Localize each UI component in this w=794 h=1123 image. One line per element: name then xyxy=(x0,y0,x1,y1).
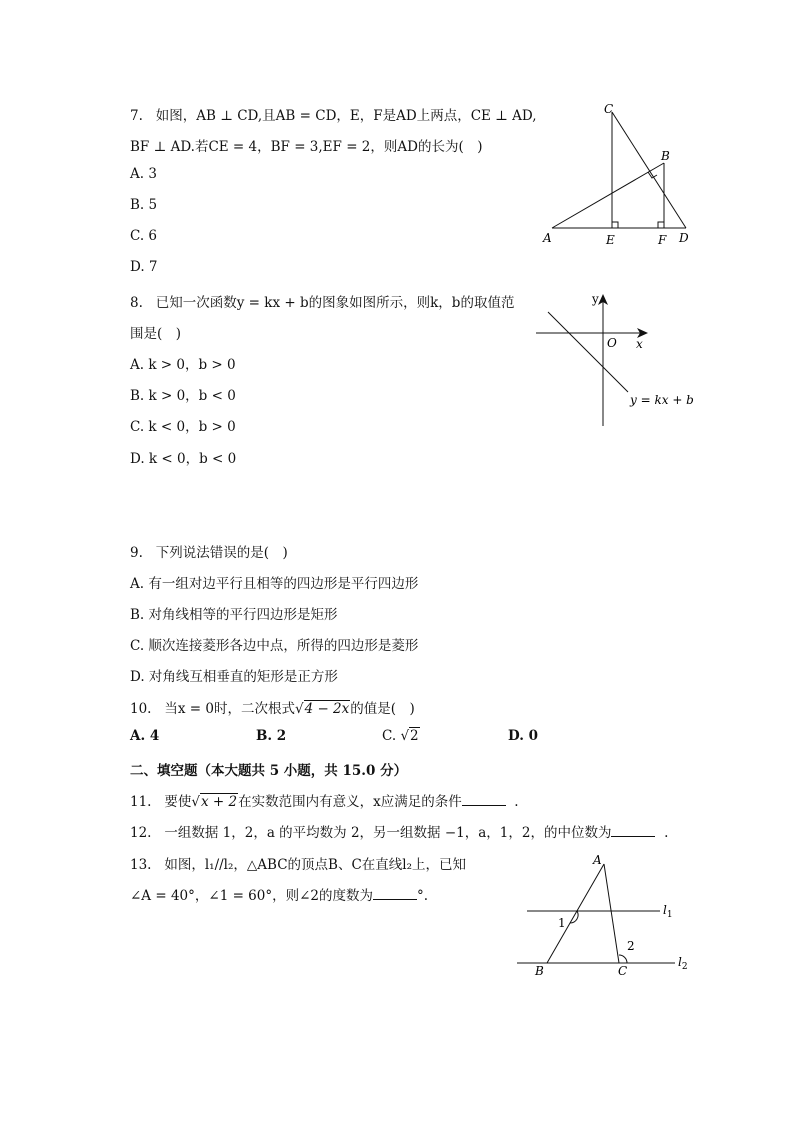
sqrt-sign: √ xyxy=(191,794,200,810)
label-2: 2 xyxy=(627,939,635,953)
label-l2: $l_2$ xyxy=(678,955,688,972)
q8-option-a: A. k > 0，b > 0 xyxy=(130,357,236,373)
q10-option-b: B. 2 xyxy=(256,728,287,744)
q10-option-a: A. 4 xyxy=(130,728,160,744)
q13-line2 xyxy=(130,884,428,904)
segment-ab xyxy=(547,864,604,963)
q9-stem xyxy=(130,541,288,561)
q7-figure xyxy=(540,98,700,250)
q9-option-a: A. 有一组对边平行且相等的四边形是平行四边形 xyxy=(130,576,419,592)
q9-stem-text: 下列说法错误的是( ) xyxy=(155,545,288,561)
q10-stem xyxy=(130,697,415,717)
label-c: C xyxy=(604,102,614,116)
q11 xyxy=(130,790,519,810)
q7-option-b: B. 5 xyxy=(130,197,158,213)
q10-stem-post: 的值是( ) xyxy=(350,701,415,717)
q8-option-c: C. k < 0，b > 0 xyxy=(130,419,236,435)
q7-option-d: D. 7 xyxy=(130,259,158,275)
q7-stem-1: 如图，AB ⊥ CD,且AB = CD，E，F是AD上两点，CE ⊥ AD, xyxy=(155,108,537,124)
q8-stem-1: 已知一次函数y = kx + b的图象如图所示，则k，b的取值范 xyxy=(155,295,515,311)
label-y: y xyxy=(592,292,599,306)
q11-answer-blank[interactable] xyxy=(462,793,506,806)
q10-radicand: 4 − 2x xyxy=(304,701,350,717)
q9-option-b: B. 对角线相等的平行四边形是矩形 xyxy=(130,607,338,623)
q11-pre: 要使 xyxy=(164,794,192,810)
q8-option-b: B. k > 0，b < 0 xyxy=(130,388,236,404)
segment-cd xyxy=(612,112,686,228)
label-a: A xyxy=(543,231,552,245)
q7-line2 xyxy=(130,135,483,155)
label-a: A xyxy=(593,853,602,867)
q12 xyxy=(130,821,668,841)
sqrt-sign: √ xyxy=(294,701,304,717)
label-line: y = kx + b xyxy=(630,393,694,407)
label-b: B xyxy=(661,149,670,163)
right-angle-f xyxy=(658,222,664,228)
q12-number: 12. xyxy=(130,825,152,841)
q9-number: 9. xyxy=(130,545,143,561)
q8-option-d: D. k < 0，b < 0 xyxy=(130,451,237,467)
q13-answer-blank[interactable] xyxy=(373,887,417,900)
label-1: 1 xyxy=(558,916,566,930)
q10-number: 10. xyxy=(130,701,152,717)
q7-stem-2: BF ⊥ AD.若CE = 4，BF = 3,EF = 2，则AD的长为( ) xyxy=(130,139,483,155)
q12-text: 一组数据 1，2，a 的平均数为 2，另一组数据 −1，a，1，2，的中位数为 xyxy=(164,825,612,841)
q10-option-d: D. 0 xyxy=(508,728,539,744)
q8-number: 8. xyxy=(130,295,143,311)
angle-2-arc xyxy=(619,955,627,963)
q10-stem-pre: 当x = 0时，二次根式 xyxy=(164,701,295,717)
q10-option-c-radicand: 2 xyxy=(410,728,419,744)
q10-option-c-label: C. xyxy=(382,728,401,744)
q13-stem-2: ∠A = 40°，∠1 = 60°，则∠2的度数为 xyxy=(130,888,374,904)
q13-line1 xyxy=(130,853,466,873)
q9-option-d: D. 对角线互相垂直的矩形是正方形 xyxy=(130,669,338,685)
label-o: O xyxy=(607,336,617,350)
q11-radicand: x + 2 xyxy=(200,794,238,810)
label-x: x xyxy=(636,337,643,351)
label-l1: $l_1$ xyxy=(663,903,673,920)
q8-line1 xyxy=(130,291,514,311)
segment-ac xyxy=(604,864,619,963)
graph-line xyxy=(548,312,628,392)
q8-stem-2: 围是( ) xyxy=(130,326,182,342)
q11-post: 在实数范围内有意义，x应满足的条件 xyxy=(238,794,462,810)
q13-number: 13. xyxy=(130,857,152,873)
q7-option-a: A. 3 xyxy=(130,166,157,182)
label-c: C xyxy=(618,964,628,978)
right-angle-e xyxy=(612,222,618,228)
label-d: D xyxy=(679,231,689,245)
q8-figure xyxy=(530,288,700,430)
q7-number: 7. xyxy=(130,108,143,124)
q13-stem-1: 如图，l₁//l₂，△ABC的顶点B、C在直线l₂上，已知 xyxy=(164,857,467,873)
section-heading: 二、填空题（本大题共 5 小题，共 15.0 分） xyxy=(130,763,408,779)
label-e: E xyxy=(606,233,615,247)
q13-figure xyxy=(515,848,695,980)
q12-answer-blank[interactable] xyxy=(611,824,655,837)
q12-end: . xyxy=(664,825,669,841)
q9-option-c: C. 顺次连接菱形各边中点，所得的四边形是菱形 xyxy=(130,638,419,654)
q7-option-c: C. 6 xyxy=(130,228,158,244)
q13-end: °. xyxy=(417,888,429,904)
q10-option-c xyxy=(382,728,420,744)
sqrt-sign: √ xyxy=(400,728,410,744)
segment-ab xyxy=(552,163,664,228)
label-f: F xyxy=(658,233,667,247)
q11-end: . xyxy=(514,794,519,810)
q11-number: 11. xyxy=(130,794,152,810)
label-b: B xyxy=(535,964,544,978)
q7-line1 xyxy=(130,104,537,124)
q8-line2 xyxy=(130,322,181,342)
